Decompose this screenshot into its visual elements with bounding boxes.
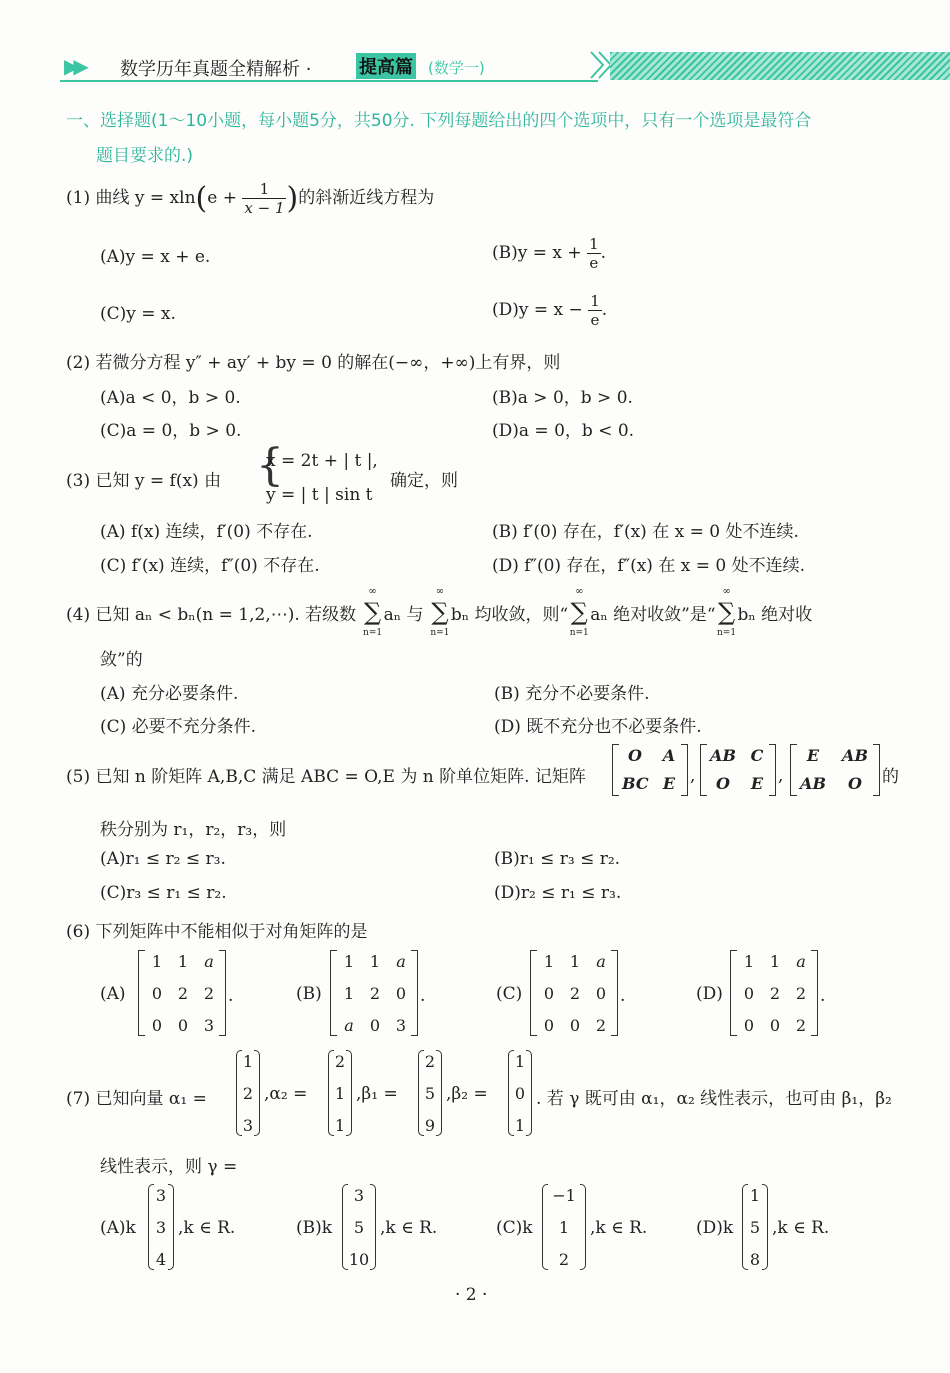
q4-stem: (4) 已知 aₙ < bₙ(n = 1,2,⋯). 若级数 ∞ ∑ n=1 aₙ 与 ∞ ∑ n=1 bₙ 均收敛，则“ ∞ ∑ n=1 aₙ 绝对收敛”是“ ∞ ∑ n=1 bₙ 绝对收 xyxy=(66,586,813,638)
matrix-cell: 0 xyxy=(543,984,555,1003)
vector-entry: 2 xyxy=(334,1052,346,1071)
vector-entry: 3 xyxy=(155,1186,167,1205)
q3-stem-pre: (3) 已知 y = f(x) 由 xyxy=(66,471,222,491)
q6-label-c: (C) xyxy=(496,984,523,1004)
vector-entry: 1 xyxy=(242,1052,254,1071)
vector-entry: 5 xyxy=(353,1218,365,1237)
q1-option-a: (A)y = x + e. xyxy=(100,247,211,267)
matrix-cell: 2 xyxy=(595,1016,607,1035)
q7-vector-beta1 xyxy=(418,1050,442,1136)
page-number: · 2 · xyxy=(455,1285,488,1305)
q2-stem: (2) 若微分方程 y″ + ay′ + by = 0 的解在(−∞，+∞)上有界，则 xyxy=(66,353,561,373)
matrix-cell: 2 xyxy=(369,984,381,1003)
q7-option-b-vector xyxy=(342,1184,376,1270)
q5-option-c: (C)r₃ ≤ r₁ ≤ r₂. xyxy=(100,883,227,903)
q1-option-b: (B)y = x + $\frac{1}{e}$ . xyxy=(492,235,607,272)
q3-system-2: y = | t | sin t xyxy=(266,485,373,505)
q5-stem-tail: 的 xyxy=(882,767,899,787)
q6-dot-d: . xyxy=(820,986,826,1006)
vector-entry: 2 xyxy=(424,1052,436,1071)
q6-matrix-a xyxy=(138,950,226,1036)
matrix-cell: 0 xyxy=(769,1016,781,1035)
matrix-cell: 0 xyxy=(369,1016,381,1035)
matrix-cell: 1 xyxy=(177,952,189,971)
q1-stem: (1) 曲线 y = xln(e + $\frac{1}{x - 1}$ )的斜渐近线方程为 xyxy=(66,180,435,217)
q5-matrix-1: O A BC E xyxy=(612,744,688,796)
q6-label-d: (D) xyxy=(696,984,723,1004)
vector-entry: 1 xyxy=(514,1052,526,1071)
q2-option-a: (A)a < 0，b > 0. xyxy=(100,388,241,408)
q6-dot-a: . xyxy=(228,986,234,1006)
q5-option-a: (A)r₁ ≤ r₂ ≤ r₃. xyxy=(100,849,226,869)
header-title: 数学历年真题全精解析 · xyxy=(120,59,312,80)
q2-option-c: (C)a = 0，b > 0. xyxy=(100,421,242,441)
matrix-cell: a xyxy=(204,952,214,971)
header-tag: 提高篇 xyxy=(356,53,416,79)
vector-entry: −1 xyxy=(552,1186,576,1205)
q7-tail-a: ,k ∈ R. xyxy=(178,1218,236,1238)
q5-option-d: (D)r₂ ≤ r₁ ≤ r₃. xyxy=(494,883,622,903)
q6-matrix-d xyxy=(730,950,818,1036)
q5-option-b: (B)r₁ ≤ r₃ ≤ r₂. xyxy=(494,849,621,869)
vector-entry: 5 xyxy=(424,1084,436,1103)
q7-option-d-vector xyxy=(742,1184,768,1270)
vector-entry: 2 xyxy=(242,1084,254,1103)
q3-option-d: (D) f″(0) 存在，f″(x) 在 x = 0 处不连续. xyxy=(492,556,805,576)
matrix-cell: 0 xyxy=(743,984,755,1003)
matrix-cell: 0 xyxy=(151,1016,163,1035)
matrix-cell: 0 xyxy=(543,1016,555,1035)
header-underline xyxy=(60,80,598,82)
q6-stem: (6) 下列矩阵中不能相似于对角矩阵的是 xyxy=(66,922,368,942)
matrix-cell: 1 xyxy=(343,984,355,1003)
matrix-cell: 2 xyxy=(569,984,581,1003)
q7-stem-post: . 若 γ 既可由 α₁，α₂ 线性表示，也可由 β₁，β₂ xyxy=(536,1089,892,1109)
vector-entry: 9 xyxy=(424,1116,436,1135)
matrix-cell: 1 xyxy=(769,952,781,971)
q3-option-b: (B) f′(0) 存在，f′(x) 在 x = 0 处不连续. xyxy=(492,522,799,542)
section-heading: 一、选择题(1～10小题，每小题5分，共50分. 下列每题给出的四个选项中，只有一个选项是最符合 xyxy=(66,111,812,131)
matrix-cell: 1 xyxy=(369,952,381,971)
q2-option-b: (B)a > 0，b > 0. xyxy=(492,388,633,408)
q7-tail-b: ,k ∈ R. xyxy=(380,1218,438,1238)
matrix-cell: a xyxy=(396,952,406,971)
vector-entry: 1 xyxy=(558,1218,570,1237)
header-arrows-icon: ▶▶ xyxy=(64,54,83,78)
vector-entry: 1 xyxy=(514,1116,526,1135)
q7-sep-b1: ,β₁ = xyxy=(356,1084,398,1104)
q7-option-c-vector xyxy=(542,1184,586,1270)
vector-entry: 1 xyxy=(334,1116,346,1135)
q1-option-c: (C)y = x. xyxy=(100,304,176,324)
matrix-cell: 0 xyxy=(743,1016,755,1035)
matrix-cell: 2 xyxy=(203,984,215,1003)
vector-entry: 3 xyxy=(155,1218,167,1237)
q7-stem-pre: (7) 已知向量 α₁ = xyxy=(66,1089,207,1109)
q4-option-d: (D) 既不充分也不必要条件. xyxy=(494,717,702,737)
header-stripe xyxy=(610,52,950,80)
matrix-cell: 1 xyxy=(343,952,355,971)
q4-option-a: (A) 充分必要条件. xyxy=(100,684,239,704)
vector-entry: 2 xyxy=(558,1250,570,1269)
q5-comma-1: , xyxy=(690,766,696,786)
q1-option-d: (D)y = x − $\frac{1}{e}$ . xyxy=(492,292,608,329)
matrix-cell: 1 xyxy=(743,952,755,971)
matrix-cell: 1 xyxy=(151,952,163,971)
q5-stem: (5) 已知 n 阶矩阵 A,B,C 满足 ABC = O,E 为 n 阶单位矩阵. 记矩阵 xyxy=(66,767,586,787)
q4-option-b: (B) 充分不必要条件. xyxy=(494,684,650,704)
q5-matrix-2: AB C O E xyxy=(700,744,776,796)
q7-sep-b2: ,β₂ = xyxy=(446,1084,488,1104)
vector-entry: 4 xyxy=(155,1250,167,1269)
q4-stem-cont: 敛”的 xyxy=(100,650,143,670)
q5-matrix-3: E AB AB O xyxy=(790,744,880,796)
q7-label-b: (B)k xyxy=(296,1218,333,1238)
q3-system-1: x = 2t + | t |, xyxy=(266,451,378,471)
header-subtitle: (数学一) xyxy=(428,59,485,77)
q7-label-a: (A)k xyxy=(100,1218,136,1238)
q3-stem-post: 确定，则 xyxy=(390,471,458,491)
matrix-cell: 2 xyxy=(795,984,807,1003)
matrix-cell: 3 xyxy=(395,1016,407,1035)
q7-vector-alpha1 xyxy=(236,1050,260,1136)
q7-sep-a2: ,α₂ = xyxy=(264,1084,308,1104)
matrix-cell: a xyxy=(796,952,806,971)
vector-entry: 8 xyxy=(749,1250,761,1269)
q5-stem-cont: 秩分别为 r₁，r₂，r₃，则 xyxy=(100,820,287,840)
q7-stem-cont: 线性表示，则 γ = xyxy=(100,1157,238,1177)
q7-tail-d: ,k ∈ R. xyxy=(772,1218,830,1238)
vector-entry: 3 xyxy=(242,1116,254,1135)
q3-option-c: (C) f′(x) 连续，f″(0) 不存在. xyxy=(100,556,320,576)
matrix-cell: 0 xyxy=(177,1016,189,1035)
q4-option-c: (C) 必要不充分条件. xyxy=(100,717,257,737)
matrix-cell: a xyxy=(344,1016,354,1035)
q7-option-a-vector xyxy=(148,1184,174,1270)
matrix-cell: 0 xyxy=(151,984,163,1003)
vector-entry: 3 xyxy=(353,1186,365,1205)
matrix-cell: 2 xyxy=(795,1016,807,1035)
matrix-cell: 2 xyxy=(769,984,781,1003)
matrix-cell: 3 xyxy=(203,1016,215,1035)
matrix-cell: 0 xyxy=(595,984,607,1003)
matrix-cell: 0 xyxy=(569,1016,581,1035)
vector-entry: 5 xyxy=(749,1218,761,1237)
q6-dot-b: . xyxy=(420,986,426,1006)
q7-vector-alpha2 xyxy=(328,1050,352,1136)
vector-entry: 1 xyxy=(334,1084,346,1103)
q7-vector-beta2 xyxy=(508,1050,532,1136)
section-heading-cont: 题目要求的.) xyxy=(96,146,194,166)
q7-label-c: (C)k xyxy=(496,1218,533,1238)
q3-option-a: (A) f(x) 连续，f′(0) 不存在. xyxy=(100,522,313,542)
q6-matrix-c xyxy=(530,950,618,1036)
vector-entry: 10 xyxy=(348,1250,370,1269)
vector-entry: 0 xyxy=(514,1084,526,1103)
vector-entry: 1 xyxy=(749,1186,761,1205)
q6-matrix-b xyxy=(330,950,418,1036)
q2-option-d: (D)a = 0，b < 0. xyxy=(492,421,635,441)
matrix-cell: 2 xyxy=(177,984,189,1003)
q3-brace: { xyxy=(256,440,284,491)
q7-label-d: (D)k xyxy=(696,1218,734,1238)
q7-tail-c: ,k ∈ R. xyxy=(590,1218,648,1238)
matrix-cell: 1 xyxy=(543,952,555,971)
matrix-cell: a xyxy=(596,952,606,971)
matrix-cell: 0 xyxy=(395,984,407,1003)
q5-comma-2: , xyxy=(778,766,784,786)
q6-dot-c: . xyxy=(620,986,626,1006)
q6-label-b: (B) xyxy=(296,984,322,1004)
matrix-cell: 1 xyxy=(569,952,581,971)
q6-label-a: (A) xyxy=(100,984,126,1004)
